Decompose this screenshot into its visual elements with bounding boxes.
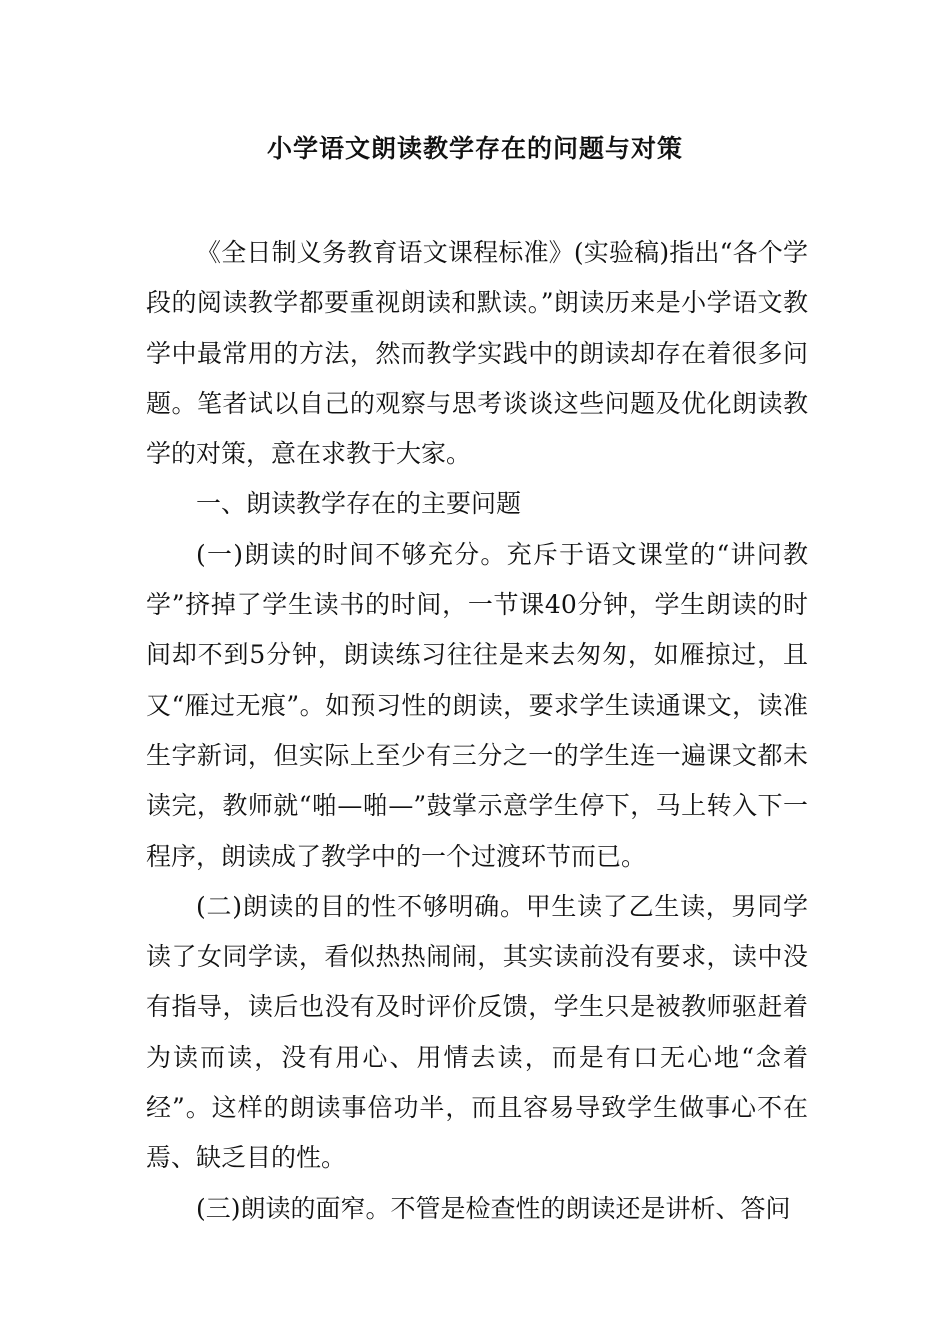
- problem-paragraph-3: (三)朗读的面窄。不管是检查性的朗读还是讲析、答问: [196, 1193, 791, 1223]
- section-heading: 一、朗读教学存在的主要问题: [196, 489, 522, 519]
- problem-paragraph-1: (一)朗读的时间不够充分。充斥于语文课堂的“讲问教学”挤掉了学生读书的时间，一节课40分钟，学生朗读的时间却不到5分钟，朗读练习往往是来去匆匆，如雁掠过，且又“雁过无痕”。如预习性的朗读，要求学生读通课文，读准生字新词，但实际上至少有三分之一的学生连一遍课文都未读完，教师就“啪—啪—”鼓掌示意学生停下，马上转入下一程序，朗读成了教学中的一个过渡环节而已。: [146, 539, 808, 871]
- document-title: 小学语文朗读教学存在的问题与对策: [266, 134, 683, 163]
- problem-paragraph-2: (二)朗读的目的性不够明确。甲生读了乙生读，男同学读了女同学读，看似热热闹闹，其实读前没有要求，读中没有指导，读后也没有及时评价反馈，学生只是被教师驱赶着为读而读，没有用心、用情去读，而是有口无心地“念着经”。这样的朗读事倍功半，而且容易导致学生做事心不在焉、缺乏目的性。: [146, 891, 808, 1173]
- document-body: [146, 228, 808, 1234]
- intro-paragraph: 《全日制义务教育语文课程标准》(实验稿)指出“各个学段的阅读教学都要重视朗读和默读。”朗读历来是小学语文教学中最常用的方法，然而教学实践中的朗读却存在着很多问题。笔者试以自己的观察与思考谈谈这些问题及优化朗读教学的对策，意在求教于大家。: [146, 238, 808, 469]
